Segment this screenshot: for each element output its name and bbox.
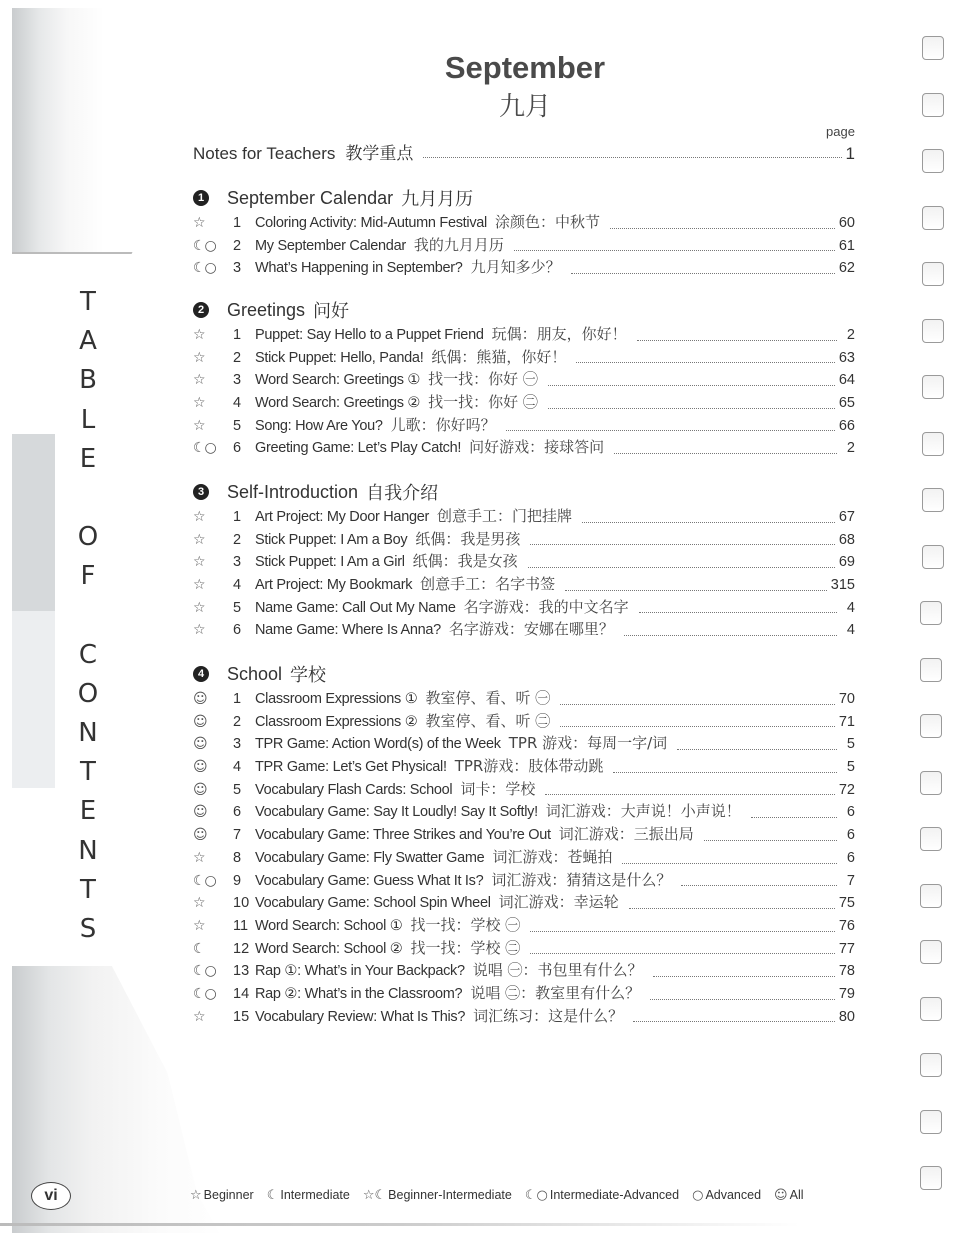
entry-title-zh: 名字游戏：安娜在哪里？ xyxy=(448,620,614,639)
entry-title-zh: 涂颜色：中秋节 xyxy=(494,213,600,231)
leader-dots xyxy=(514,250,835,251)
entry-number: 4 xyxy=(233,577,242,594)
toc-entry[interactable] xyxy=(193,618,855,641)
binder-hole xyxy=(920,658,942,682)
leader-dots xyxy=(530,953,835,954)
entry-number: 5 xyxy=(233,599,242,616)
level-icon: ☺ xyxy=(193,691,207,707)
toc-entry[interactable] xyxy=(193,573,855,596)
binder-hole xyxy=(920,714,942,738)
entry-title-en: Vocabulary Flash Cards: School xyxy=(255,781,453,798)
panel-grey-block-dark xyxy=(12,434,55,611)
toc-entry[interactable] xyxy=(193,891,855,914)
leader-dots xyxy=(528,567,835,568)
entry-page: 4 xyxy=(846,599,855,616)
side-title-letter: O xyxy=(77,678,99,709)
entry-page: 70 xyxy=(838,691,855,707)
level-icon: ☾○ xyxy=(193,237,216,254)
binder-hole xyxy=(920,884,942,908)
entry-number: 1 xyxy=(233,215,242,231)
page-column-label: page xyxy=(826,124,855,139)
level-icon: ☆ xyxy=(193,599,205,616)
toc-entry[interactable] xyxy=(193,323,855,346)
leader-dots xyxy=(613,772,837,773)
entry-page: 80 xyxy=(838,1008,855,1025)
entry-title-zh: 纸偶：熊猫，你好！ xyxy=(431,347,567,366)
entry-number: 4 xyxy=(233,395,242,412)
entry-number: 2 xyxy=(233,531,242,548)
entry-number: 1 xyxy=(233,509,242,525)
entry-title-zh: 说唱 ㊁：教室里有什么？ xyxy=(470,983,641,1002)
entry-page: 75 xyxy=(838,895,855,912)
entry-title-en: Song: How Are You? xyxy=(255,417,383,434)
toc-entry[interactable] xyxy=(193,846,855,869)
entry-title-zh: 词卡：学校 xyxy=(460,779,536,798)
toc-entry[interactable] xyxy=(193,391,855,414)
entry-title-en: Stick Puppet: I Am a Girl xyxy=(255,554,405,571)
level-icon: ☆ xyxy=(193,417,205,434)
entry-page: 5 xyxy=(846,759,855,776)
legend-item xyxy=(525,1188,679,1203)
entry-page: 4 xyxy=(846,622,855,639)
entry-page: 5 xyxy=(846,736,855,753)
binder-hole xyxy=(920,601,942,625)
leader-dots xyxy=(677,749,837,750)
entry-title-zh: 找一找：你好 ㊁ xyxy=(428,393,538,412)
leader-dots xyxy=(530,931,835,932)
legend-label: Beginner-Intermediate xyxy=(388,1188,512,1202)
binder-hole xyxy=(920,940,942,964)
toc-entry[interactable] xyxy=(193,959,855,982)
legend-item xyxy=(190,1188,254,1203)
legend-label: Advanced xyxy=(705,1188,762,1202)
leader-dots xyxy=(560,704,835,705)
toc-entry[interactable] xyxy=(193,755,855,778)
moon-circle-icon: ☾○ xyxy=(524,1188,548,1203)
entry-number: 3 xyxy=(233,736,242,753)
section-title-en: School xyxy=(227,663,283,684)
entry-title-zh: 儿歌：你好吗？ xyxy=(390,415,496,434)
legend-item xyxy=(267,1188,350,1203)
entry-title-zh: 词汇游戏：苍蝇拍 xyxy=(492,847,613,866)
binder-hole xyxy=(920,1166,942,1190)
entry-title-zh: 创意手工：名字书签 xyxy=(420,575,556,594)
leader-dots xyxy=(582,522,835,523)
entry-title-en: Word Search: School ② xyxy=(255,940,403,957)
entry-title-zh: 玩偶：朋友，你好！ xyxy=(491,325,627,343)
entry-number: 14 xyxy=(233,985,250,1002)
level-icon: ☆ xyxy=(193,622,205,639)
entry-number: 1 xyxy=(233,327,242,343)
section-title-zh: 学校 xyxy=(290,665,327,685)
toc-entry[interactable] xyxy=(193,256,855,279)
page-number-badge: vi xyxy=(31,1182,71,1210)
legend-label: Intermediate-Advanced xyxy=(549,1188,680,1202)
entry-number: 5 xyxy=(233,417,242,434)
level-icon: ☆ xyxy=(193,327,205,343)
section-number-icon: 4 xyxy=(193,666,209,682)
entry-page: 2 xyxy=(846,440,855,457)
entry-title-zh: 词汇游戏：三振出局 xyxy=(558,825,694,844)
level-icon: ☆ xyxy=(193,395,205,412)
entry-title-en: Art Project: My Bookmark xyxy=(255,577,413,594)
entry-page: 68 xyxy=(838,531,855,548)
toc-section xyxy=(193,661,855,1027)
leader-dots xyxy=(681,885,837,886)
toc-entry[interactable] xyxy=(193,528,855,551)
entry-title-en: Puppet: Say Hello to a Puppet Friend xyxy=(255,327,484,343)
leader-dots xyxy=(653,976,835,977)
leader-dots xyxy=(704,840,837,841)
leader-dots xyxy=(548,385,835,386)
level-icon: ☆ xyxy=(193,372,205,389)
entry-page: 6 xyxy=(846,827,855,844)
entry-page: 315 xyxy=(830,577,855,594)
month-title-en: September xyxy=(444,50,606,85)
entry-title-en: Rap ①: What’s in Your Backpack? xyxy=(255,963,465,980)
leader-dots xyxy=(560,726,835,727)
leader-dots xyxy=(629,908,835,909)
binder-hole xyxy=(920,1110,942,1134)
entry-title-zh: 词汇练习：这是什么？ xyxy=(473,1006,624,1025)
binder-hole xyxy=(922,149,944,173)
entry-page: 71 xyxy=(838,713,855,730)
toc-entry[interactable] xyxy=(193,368,855,391)
entry-page: 65 xyxy=(838,395,855,412)
page-bottom-edge xyxy=(0,1223,800,1226)
section-number-icon: 2 xyxy=(193,302,209,318)
entry-title-en: Vocabulary Game: Fly Swatter Game xyxy=(255,849,485,866)
entry-page: 69 xyxy=(838,554,855,571)
side-title-letter: E xyxy=(79,796,97,827)
entry-number: 1 xyxy=(233,691,242,707)
toc-entry[interactable] xyxy=(193,687,855,710)
level-legend xyxy=(190,1188,804,1203)
entry-number: 3 xyxy=(233,372,242,389)
entry-title-en: My September Calendar xyxy=(255,237,406,254)
entry-number: 2 xyxy=(233,713,242,730)
moon-icon: ☾ xyxy=(266,1188,279,1203)
level-icon: ☺ xyxy=(193,827,207,844)
leader-dots xyxy=(506,430,835,431)
entry-title-zh: 说唱 ㊀：书包里有什么？ xyxy=(472,961,643,980)
leader-dots xyxy=(637,340,837,341)
entry-title-en: TPR Game: Let’s Get Physical! xyxy=(255,759,447,776)
leader-dots xyxy=(650,999,835,1000)
entry-title-en: Vocabulary Game: Guess What It Is? xyxy=(255,872,484,889)
toc-section xyxy=(193,185,855,279)
entry-title-zh: 创意手工：门把挂牌 xyxy=(437,507,573,525)
toc-entry[interactable] xyxy=(193,234,855,257)
binder-hole xyxy=(922,545,944,569)
leader-dots xyxy=(633,1021,835,1022)
toc-entry[interactable] xyxy=(193,937,855,960)
leader-dots xyxy=(571,273,835,274)
binder-hole xyxy=(920,771,942,795)
entry-number: 6 xyxy=(233,440,242,457)
side-title-letter: C xyxy=(78,639,98,670)
entry-title-en: Name Game: Call Out My Name xyxy=(255,599,456,616)
entry-page: 61 xyxy=(838,237,855,254)
legend-item xyxy=(692,1188,761,1203)
entry-title-zh: 纸偶：我是女孩 xyxy=(412,552,518,571)
side-title-letter: F xyxy=(80,561,96,592)
legend-label: All xyxy=(789,1188,804,1202)
entry-number: 4 xyxy=(233,759,242,776)
entry-title-en: Name Game: Where Is Anna? xyxy=(255,622,441,639)
leader-dots xyxy=(565,590,827,591)
notes-title-en: Notes for Teachers xyxy=(193,144,336,163)
leader-dots xyxy=(545,794,835,795)
side-title-letter: T xyxy=(80,287,96,317)
toc-entry[interactable] xyxy=(193,823,855,846)
entry-page: 76 xyxy=(838,917,855,934)
side-title-letter: T xyxy=(80,874,96,905)
section-title-zh: 九月月历 xyxy=(401,189,474,209)
toc-entry[interactable] xyxy=(193,710,855,733)
level-icon: ☺ xyxy=(193,736,207,753)
entry-title-zh: 问好游戏：接球答问 xyxy=(469,438,605,457)
toc-entry[interactable] xyxy=(193,732,855,755)
toc-entry[interactable] xyxy=(193,436,855,459)
binder-hole xyxy=(922,488,944,512)
side-title-letter: O xyxy=(77,522,99,553)
entry-number: 3 xyxy=(233,554,242,571)
side-title-letter: A xyxy=(79,326,97,357)
entry-title-zh: 九月知多少？ xyxy=(470,258,561,277)
entry-title-zh: 找一找：你好 ㊀ xyxy=(428,370,538,389)
entry-title-en: Word Search: School ① xyxy=(255,917,403,934)
entry-number: 6 xyxy=(233,804,242,821)
entry-title-en: Word Search: Greetings ② xyxy=(255,395,421,412)
level-icon: ☾○ xyxy=(193,985,216,1002)
entry-number: 3 xyxy=(233,260,242,277)
toc-entry[interactable] xyxy=(193,1005,855,1028)
binder-hole xyxy=(922,375,944,399)
entry-number: 13 xyxy=(233,963,250,980)
section-heading[interactable] xyxy=(193,661,855,687)
entry-title-zh: TPR 游戏：每周一字/词 xyxy=(508,734,668,753)
leader-dots xyxy=(576,362,834,363)
section-title-en: Greetings xyxy=(227,299,306,320)
binder-hole xyxy=(922,36,944,60)
entry-title-en: Word Search: Greetings ① xyxy=(255,372,421,389)
entry-title-zh: 纸偶：我是男孩 xyxy=(415,529,521,548)
leader-dots xyxy=(624,635,837,636)
entry-title-en: Vocabulary Game: School Spin Wheel xyxy=(255,895,491,912)
toc-entry[interactable] xyxy=(193,346,855,369)
entry-title-zh: 教室停、看、听 ㊁ xyxy=(425,711,551,730)
entry-page: 67 xyxy=(838,509,855,525)
entry-title-en: Stick Puppet: Hello, Panda! xyxy=(255,349,424,366)
entry-title-en: Greeting Game: Let’s Play Catch! xyxy=(255,440,462,457)
entry-title-zh: 找一找：学校 ㊀ xyxy=(410,915,521,934)
level-icon: ☆ xyxy=(193,895,205,912)
smiley-icon: ☺ xyxy=(774,1188,788,1203)
entry-title-en: Vocabulary Game: Say It Loudly! Say It Softly! xyxy=(255,804,538,821)
entry-number: 2 xyxy=(233,237,242,254)
binder-hole xyxy=(922,319,944,343)
leader-dots xyxy=(622,863,837,864)
entry-title-zh: 我的九月月历 xyxy=(413,235,504,254)
leader-dots xyxy=(751,817,837,818)
level-icon: ☺ xyxy=(193,759,207,776)
leader-dots xyxy=(614,453,837,454)
entry-title-en: Stick Puppet: I Am a Boy xyxy=(255,531,408,548)
section-number-icon: 3 xyxy=(193,484,209,500)
leader-dots xyxy=(548,408,835,409)
toc-entry[interactable] xyxy=(193,800,855,823)
section-number-icon: 1 xyxy=(193,190,209,206)
toc-entry[interactable] xyxy=(193,914,855,937)
notes-title-zh: 教学重点 xyxy=(345,144,414,163)
level-icon: ☆ xyxy=(193,577,205,594)
toc-entry[interactable] xyxy=(193,211,855,234)
legend-label: Intermediate xyxy=(280,1188,350,1202)
legend-item xyxy=(774,1188,803,1203)
level-icon: ☆ xyxy=(193,349,205,366)
side-title-letter: T xyxy=(80,757,96,788)
notes-page: 1 xyxy=(845,144,855,163)
level-icon: ☾○ xyxy=(193,963,216,980)
entry-number: 10 xyxy=(233,895,250,912)
level-icon: ☆ xyxy=(193,849,205,866)
toc-entry[interactable] xyxy=(193,550,855,573)
month-title-zh: 九月 xyxy=(498,91,551,121)
level-icon: ☆ xyxy=(193,554,205,571)
side-title-letter: E xyxy=(79,443,97,474)
level-icon: ☺ xyxy=(193,804,207,821)
binder-hole xyxy=(922,93,944,117)
star-moon-icon: ☆☾ xyxy=(362,1188,387,1203)
entry-title-zh: TPR游戏：肢体带动跳 xyxy=(454,757,604,776)
binder-hole xyxy=(920,997,942,1021)
section-title-en: Self-Introduction xyxy=(227,481,359,502)
entry-page: 78 xyxy=(838,963,855,980)
entry-title-zh: 词汇游戏：猜猜这是什么？ xyxy=(491,870,672,889)
level-icon: ☆ xyxy=(193,215,205,231)
toc-entry[interactable] xyxy=(193,982,855,1005)
entry-title-zh: 词汇游戏：大声说！小声说！ xyxy=(545,802,741,821)
entry-title-zh: 词汇游戏：幸运轮 xyxy=(498,893,619,912)
section-heading[interactable] xyxy=(193,297,855,323)
toc-section xyxy=(193,297,855,459)
leader-dots xyxy=(530,544,834,545)
entry-number: 6 xyxy=(233,622,242,639)
toc-notes-for-teachers[interactable] xyxy=(193,139,855,163)
legend-item xyxy=(363,1188,512,1203)
entry-title-en: Vocabulary Game: Three Strikes and You’re Out xyxy=(255,827,551,844)
toc-entry[interactable] xyxy=(193,778,855,801)
toc-entry[interactable] xyxy=(193,414,855,437)
entry-page: 79 xyxy=(838,985,855,1002)
entry-number: 8 xyxy=(233,849,242,866)
vertical-table-of-contents-title xyxy=(70,283,106,949)
entry-number: 15 xyxy=(233,1008,250,1025)
entry-title-en: Rap ②: What’s in the Classroom? xyxy=(255,985,463,1002)
level-icon: ☆ xyxy=(193,1008,205,1025)
toc-entry[interactable] xyxy=(193,505,855,528)
entry-page: 7 xyxy=(846,872,855,889)
level-icon: ☾ xyxy=(193,940,205,957)
entry-page: 60 xyxy=(838,215,855,231)
binder-hole xyxy=(922,432,944,456)
toc-entry[interactable] xyxy=(193,869,855,892)
level-icon: ☾○ xyxy=(193,260,216,277)
entry-page: 6 xyxy=(846,849,855,866)
section-title-zh: 问好 xyxy=(313,301,350,321)
leader-dots xyxy=(423,157,841,158)
left-decorative-panel xyxy=(12,8,212,1233)
level-icon: ☆ xyxy=(193,917,205,934)
entry-page: 64 xyxy=(838,372,855,389)
level-icon: ☆ xyxy=(193,509,205,525)
entry-title-en: Classroom Expressions ② xyxy=(255,713,418,730)
entry-number: 7 xyxy=(233,827,242,844)
binder-hole xyxy=(920,827,942,851)
entry-title-en: Classroom Expressions ① xyxy=(255,691,418,707)
side-title-letter: N xyxy=(78,835,98,866)
entry-title-zh: 找一找：学校 ㊁ xyxy=(410,938,521,957)
entry-number: 9 xyxy=(233,872,242,889)
entry-title-en: Vocabulary Review: What Is This? xyxy=(255,1008,466,1025)
entry-title-zh: 教室停、看、听 ㊀ xyxy=(425,689,551,707)
entry-title-en: What’s Happening in September? xyxy=(255,260,463,277)
binder-hole xyxy=(920,1053,942,1077)
section-heading[interactable] xyxy=(193,479,855,505)
section-heading[interactable] xyxy=(193,185,855,211)
toc-section xyxy=(193,479,855,641)
binder-hole xyxy=(922,206,944,230)
toc-entry[interactable] xyxy=(193,596,855,619)
entry-number: 2 xyxy=(233,349,242,366)
side-title-letter: L xyxy=(80,404,96,435)
entry-number: 11 xyxy=(233,917,249,934)
binder-hole xyxy=(922,262,944,286)
legend-label: Beginner xyxy=(203,1188,254,1202)
entry-page: 62 xyxy=(838,260,855,277)
entry-page: 66 xyxy=(838,417,855,434)
entry-number: 12 xyxy=(233,940,250,957)
leader-dots xyxy=(610,228,835,229)
entry-page: 2 xyxy=(846,327,855,343)
leader-dots xyxy=(639,612,837,613)
entry-title-en: Art Project: My Door Hanger xyxy=(255,509,430,525)
level-icon: ☾○ xyxy=(193,872,216,889)
section-title-zh: 自我介绍 xyxy=(366,483,439,503)
circle-icon: ○ xyxy=(692,1188,704,1203)
entry-page: 6 xyxy=(846,804,855,821)
level-icon: ☆ xyxy=(193,531,205,548)
entry-page: 72 xyxy=(838,781,855,798)
entry-title-en: TPR Game: Action Word(s) of the Week xyxy=(255,736,501,753)
side-title-letter: N xyxy=(78,718,98,749)
section-title-en: September Calendar xyxy=(227,187,394,208)
level-icon: ☾○ xyxy=(193,440,216,457)
entry-title-zh: 名字游戏：我的中文名字 xyxy=(463,597,629,616)
level-icon: ☺ xyxy=(193,781,207,798)
side-title-letter: B xyxy=(79,365,97,396)
star-icon: ☆ xyxy=(190,1188,202,1203)
panel-grey-block-light xyxy=(12,611,55,788)
entry-page: 77 xyxy=(838,940,855,957)
entry-page: 63 xyxy=(838,349,855,366)
side-title-letter: S xyxy=(79,914,97,944)
level-icon: ☺ xyxy=(193,713,207,730)
entry-number: 5 xyxy=(233,781,242,798)
entry-title-en: Coloring Activity: Mid-Autumn Festival xyxy=(255,215,487,231)
